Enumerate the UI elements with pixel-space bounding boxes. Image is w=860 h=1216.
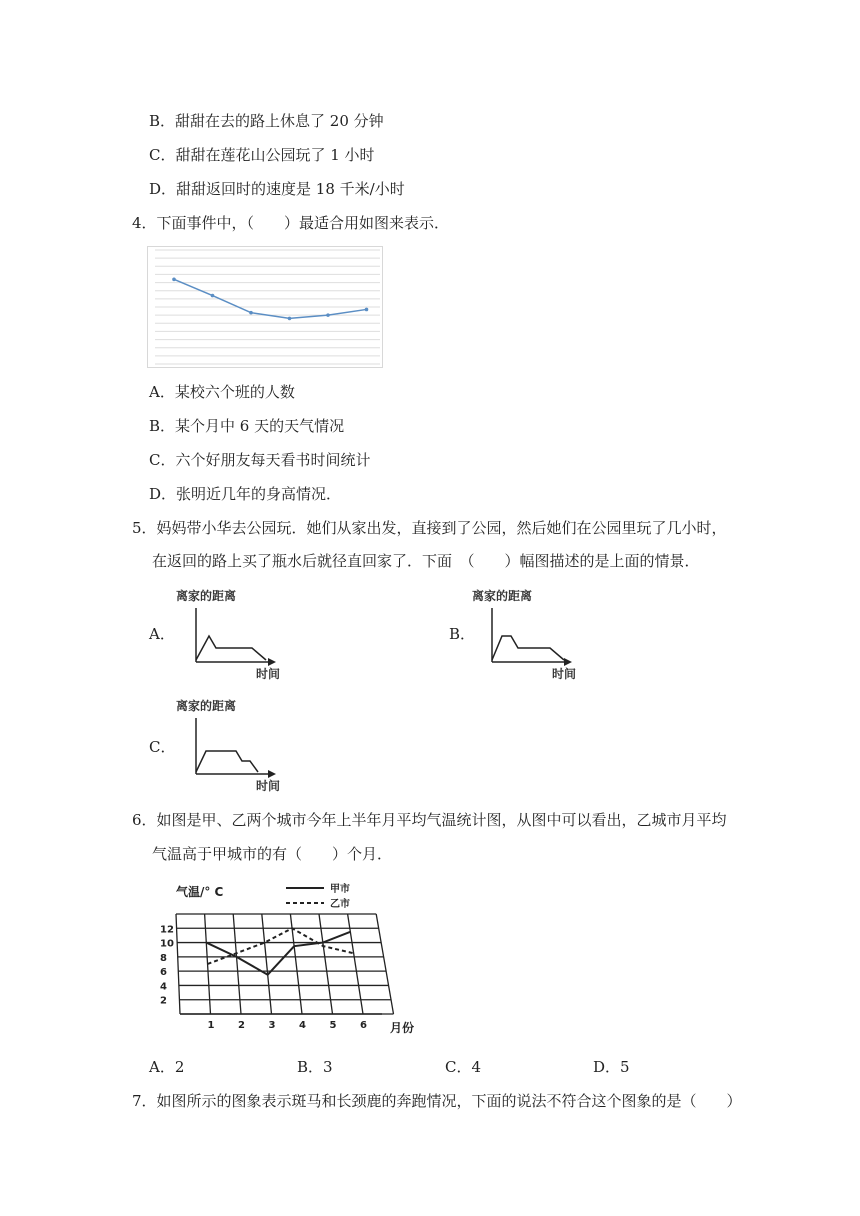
- q6-xtick-label: 3: [268, 1020, 276, 1031]
- q6-ytick-label: 12: [160, 924, 174, 936]
- q4-option-c: C．六个好朋友每天看书时间统计: [149, 451, 371, 469]
- q6-ylabel: 气温/° C: [176, 885, 224, 899]
- q4-data-point: [211, 294, 215, 298]
- q6-grid-vertical: [176, 914, 180, 1014]
- q6-xtick-label: 6: [360, 1020, 367, 1031]
- q4-data-point: [288, 317, 292, 321]
- q5-b-xlabel: 时间: [552, 667, 577, 681]
- q6-grid-vertical: [348, 914, 363, 1014]
- q6-ytick-label: 8: [160, 952, 167, 964]
- q5-stem-line2: 在返回的路上买了瓶水后就径直回家了．下面 （ ）幅图描述的是上面的情景．: [152, 552, 700, 570]
- q3-option-c: C．甜甜在莲花山公园玩了 1 小时: [149, 146, 375, 164]
- q4-data-point: [365, 308, 369, 312]
- q5-b-ylabel: 离家的距离: [472, 589, 533, 603]
- q5-a-curve: [196, 636, 266, 660]
- q5-c-curve: [196, 751, 258, 772]
- q3-option-b: B．甜甜在去的路上休息了 20 分钟: [149, 112, 384, 130]
- q6-xtick-label: 1: [207, 1020, 215, 1031]
- q5-c-x-arrow: [268, 770, 276, 778]
- q5-option-a-graph: [172, 584, 290, 684]
- q6-ytick-label: 10: [160, 938, 174, 950]
- q6-xlabel: 月份: [390, 1021, 415, 1035]
- q6-option-b: B．3: [297, 1058, 333, 1076]
- q3-option-d: D．甜甜返回时的速度是 18 千米/小时: [149, 180, 405, 198]
- q7-stem: 7．如图所示的图象表示斑马和长颈鹿的奔跑情况，下面的说法不符合这个图象的是（ ）: [132, 1092, 742, 1110]
- q5-stem-line1: 5．妈妈带小华去公园玩．她们从家出发，直接到了公园，然后她们在公园里玩了几小时，: [132, 519, 727, 537]
- q5-a-ylabel: 离家的距离: [176, 589, 237, 603]
- q6-grid-vertical: [319, 914, 333, 1014]
- q5-option-b-graph: [468, 584, 586, 684]
- q6-xtick-label: 4: [299, 1020, 306, 1031]
- q6-option-c: C．4: [445, 1058, 482, 1076]
- q5-c-ylabel: 离家的距离: [176, 699, 237, 713]
- q4-option-b: B．某个月中 6 天的天气情况: [149, 417, 345, 435]
- q6-option-a: A．2: [149, 1058, 185, 1076]
- q4-stem: 4．下面事件中，（ ）最适合用如图来表示．: [132, 214, 450, 232]
- q4-option-d: D．张明近几年的身高情况．: [149, 485, 342, 503]
- q5-option-c-label: C．: [149, 738, 176, 756]
- q4-data-point: [326, 313, 330, 317]
- q6-stem-line1: 6．如图是甲、乙两个城市今年上半年月平均气温统计图，从图中可以看出，乙城市月平均: [132, 811, 727, 829]
- q5-option-a-label: A．: [149, 625, 175, 643]
- q6-stem-line2: 气温高于甲城市的有（ ）个月．: [152, 845, 393, 863]
- q4-option-a: A．某校六个班的人数: [149, 383, 295, 401]
- q5-a-x-arrow: [268, 658, 276, 666]
- q6-temperature-chart: [150, 878, 428, 1040]
- q4-data-point: [172, 278, 176, 282]
- q5-b-x-arrow: [564, 658, 572, 666]
- q6-legend-yi: 乙市: [330, 899, 350, 910]
- q6-legend-jia: 甲市: [330, 884, 350, 895]
- q6-xtick-label: 5: [329, 1020, 337, 1031]
- q4-line-chart: [147, 246, 383, 368]
- q6-grid-vertical: [262, 914, 272, 1014]
- q6-ytick-label: 2: [160, 995, 167, 1007]
- q6-xtick-label: 2: [238, 1020, 245, 1031]
- q6-series-yi-line: [208, 928, 354, 964]
- q4-data-point: [249, 311, 253, 315]
- q6-ytick-label: 6: [160, 967, 167, 979]
- q6-grid-vertical: [233, 914, 241, 1014]
- q5-option-b-label: B．: [449, 625, 476, 643]
- q6-ytick-label: 4: [160, 981, 167, 993]
- q6-series-jia-line: [206, 932, 350, 975]
- q5-option-c-graph: [172, 694, 290, 794]
- q6-option-d: D．5: [593, 1058, 630, 1076]
- q5-a-xlabel: 时间: [256, 667, 281, 681]
- q6-grid-vertical: [376, 914, 393, 1014]
- q5-b-curve: [492, 636, 564, 660]
- q5-c-xlabel: 时间: [256, 779, 281, 793]
